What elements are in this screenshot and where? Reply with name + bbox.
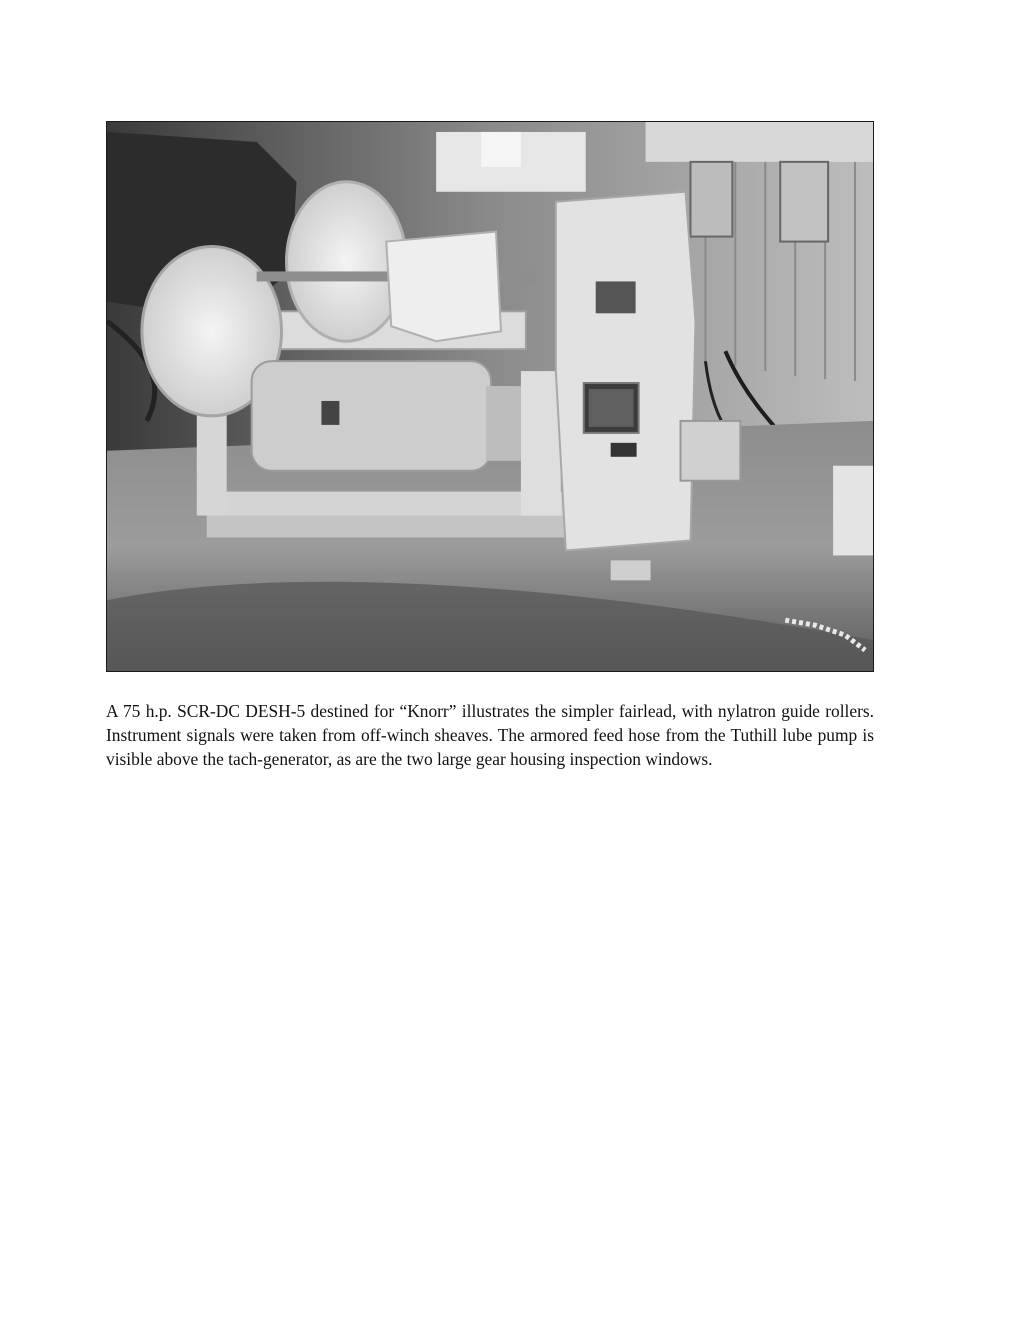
photo-caption: A 75 h.p. SCR-DC DESH-5 destined for “Knorr” illustrates the simpler fairlead, with nylatron guide rollers. Instrument signals were taken from off-winch sheaves. The armored feed hose from the Tuthill lube pump is visible above the tach-generator, as are the two large gear housing inspection windows.	[106, 701, 874, 770]
photo-illustration	[107, 122, 873, 671]
winch-photograph	[106, 121, 874, 672]
